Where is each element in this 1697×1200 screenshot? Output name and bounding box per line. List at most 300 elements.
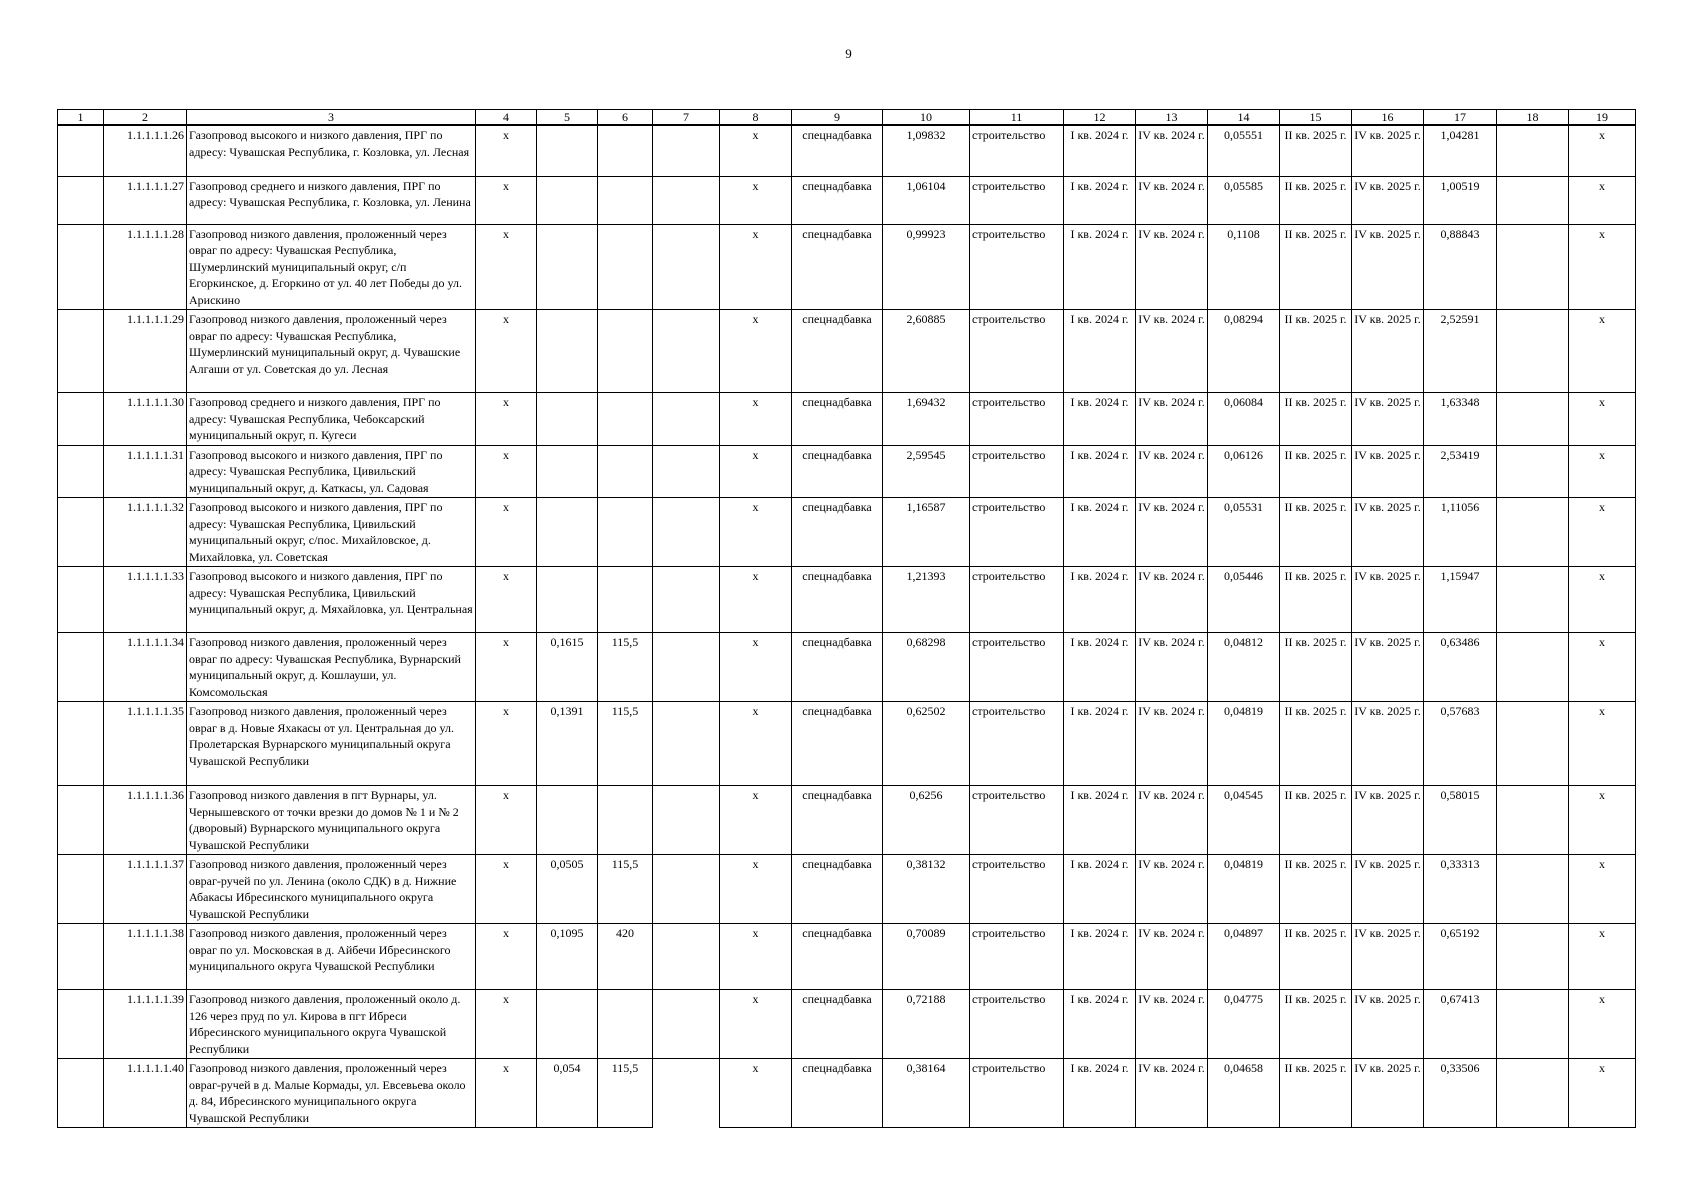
cell-col-6: 115,5	[598, 633, 653, 702]
cell-col-5	[537, 786, 598, 855]
cell-col-10: 0,62502	[883, 702, 970, 786]
cell-col-6	[598, 990, 653, 1059]
cell-col-6	[598, 176, 653, 224]
table-row	[58, 498, 1636, 567]
cell-col-3: Газопровод низкого давления, проложенный через овраг по ул. Московская в д. Айбечи Ибресинского муниципального округа Чувашской Республики	[187, 924, 476, 990]
table-row	[58, 702, 1636, 786]
cell-col-8: х	[720, 633, 792, 702]
cell-col-11: строительство	[970, 393, 1064, 446]
cell-col-11: строительство	[970, 125, 1064, 176]
cell-col-6: 420	[598, 924, 653, 990]
cell-col-13: IV кв. 2024 г.	[1136, 990, 1208, 1059]
cell-col-12: I кв. 2024 г.	[1064, 310, 1136, 393]
cell-col-5	[537, 224, 598, 310]
cell-col-1	[58, 924, 104, 990]
table-row	[58, 567, 1636, 633]
cell-col-16: IV кв. 2025 г.	[1352, 445, 1424, 498]
column-header-18: 18	[1497, 110, 1569, 126]
cell-col-18	[1497, 176, 1569, 224]
cell-col-1	[58, 567, 104, 633]
cell-col-13: IV кв. 2024 г.	[1136, 633, 1208, 702]
cell-col-4: х	[476, 567, 537, 633]
cell-col-7	[653, 786, 720, 855]
cell-col-11: строительство	[970, 445, 1064, 498]
cell-col-18	[1497, 855, 1569, 924]
cell-col-5: 0,1095	[537, 924, 598, 990]
cell-col-14: 0,05531	[1208, 498, 1280, 567]
cell-col-17: 1,11056	[1424, 498, 1497, 567]
cell-col-9: спецнадбавка	[792, 855, 883, 924]
cell-col-2: 1.1.1.1.1.37	[104, 855, 187, 924]
cell-col-10: 0,38132	[883, 855, 970, 924]
cell-col-4: х	[476, 1059, 537, 1128]
cell-col-18	[1497, 224, 1569, 310]
cell-col-2: 1.1.1.1.1.33	[104, 567, 187, 633]
table-row	[58, 786, 1636, 855]
cell-col-10: 0,38164	[883, 1059, 970, 1128]
cell-col-2: 1.1.1.1.1.40	[104, 1059, 187, 1128]
cell-col-2: 1.1.1.1.1.38	[104, 924, 187, 990]
cell-col-13: IV кв. 2024 г.	[1136, 310, 1208, 393]
cell-col-13: IV кв. 2024 г.	[1136, 498, 1208, 567]
cell-col-8: х	[720, 567, 792, 633]
cell-col-1	[58, 125, 104, 176]
cell-col-7	[653, 498, 720, 567]
cell-col-7	[653, 567, 720, 633]
cell-col-7	[653, 445, 720, 498]
cell-col-4: х	[476, 498, 537, 567]
cell-col-18	[1497, 567, 1569, 633]
cell-col-14: 0,04658	[1208, 1059, 1280, 1128]
cell-col-17: 0,33313	[1424, 855, 1497, 924]
cell-col-5	[537, 176, 598, 224]
cell-col-19: х	[1569, 445, 1636, 498]
cell-col-19: х	[1569, 310, 1636, 393]
cell-col-15: II кв. 2025 г.	[1280, 393, 1352, 446]
cell-col-14: 0,05446	[1208, 567, 1280, 633]
cell-col-10: 0,70089	[883, 924, 970, 990]
cell-col-9: спецнадбавка	[792, 633, 883, 702]
cell-col-10: 0,99923	[883, 224, 970, 310]
cell-col-3: Газопровод низкого давления, проложенный через овраг по адресу: Чувашская Республика, Шумерлинский муниципальный округ, д. Чувашские Алгаши от ул. Советская до ул. Лесная	[187, 310, 476, 393]
cell-col-10: 0,68298	[883, 633, 970, 702]
cell-col-1	[58, 633, 104, 702]
column-header-8: 8	[720, 110, 792, 126]
table-row	[58, 224, 1636, 310]
cell-col-15: II кв. 2025 г.	[1280, 310, 1352, 393]
cell-col-18	[1497, 1059, 1569, 1128]
cell-col-1	[58, 445, 104, 498]
cell-col-16: IV кв. 2025 г.	[1352, 567, 1424, 633]
cell-col-8: х	[720, 125, 792, 176]
cell-col-18	[1497, 990, 1569, 1059]
cell-col-11: строительство	[970, 310, 1064, 393]
cell-col-17: 0,67413	[1424, 990, 1497, 1059]
table-row	[58, 633, 1636, 702]
cell-col-9: спецнадбавка	[792, 786, 883, 855]
cell-col-17: 0,65192	[1424, 924, 1497, 990]
cell-col-6	[598, 224, 653, 310]
cell-col-3: Газопровод высокого и низкого давления, ПРГ по адресу: Чувашская Республика, Цивильский муниципальный округ, д. Мяхайловка, ул. Центральная	[187, 567, 476, 633]
cell-col-18	[1497, 702, 1569, 786]
table-row	[58, 924, 1636, 990]
page-number: 9	[845, 46, 852, 61]
cell-col-18	[1497, 786, 1569, 855]
cell-col-5	[537, 310, 598, 393]
cell-col-12: I кв. 2024 г.	[1064, 702, 1136, 786]
cell-col-12: I кв. 2024 г.	[1064, 393, 1136, 446]
cell-col-1	[58, 855, 104, 924]
cell-col-5	[537, 567, 598, 633]
cell-col-5	[537, 125, 598, 176]
cell-col-9: спецнадбавка	[792, 445, 883, 498]
table-row	[58, 176, 1636, 224]
cell-col-12: I кв. 2024 г.	[1064, 855, 1136, 924]
cell-col-14: 0,04819	[1208, 702, 1280, 786]
cell-col-4: х	[476, 702, 537, 786]
cell-col-14: 0,04819	[1208, 855, 1280, 924]
cell-col-2: 1.1.1.1.1.26	[104, 125, 187, 176]
column-header-9: 9	[792, 110, 883, 126]
cell-col-6: 115,5	[598, 855, 653, 924]
column-number-row	[58, 110, 1636, 126]
column-header-10: 10	[883, 110, 970, 126]
cell-col-14: 0,04775	[1208, 990, 1280, 1059]
cell-col-18	[1497, 924, 1569, 990]
cell-col-12: I кв. 2024 г.	[1064, 633, 1136, 702]
cell-col-16: IV кв. 2025 г.	[1352, 990, 1424, 1059]
cell-col-13: IV кв. 2024 г.	[1136, 924, 1208, 990]
cell-col-15: II кв. 2025 г.	[1280, 498, 1352, 567]
cell-col-9: спецнадбавка	[792, 567, 883, 633]
cell-col-16: IV кв. 2025 г.	[1352, 855, 1424, 924]
cell-col-11: строительство	[970, 786, 1064, 855]
cell-col-1	[58, 176, 104, 224]
cell-col-9: спецнадбавка	[792, 702, 883, 786]
cell-col-13: IV кв. 2024 г.	[1136, 567, 1208, 633]
cell-col-19: х	[1569, 924, 1636, 990]
cell-col-4: х	[476, 786, 537, 855]
cell-col-7	[653, 1059, 720, 1128]
cell-col-1	[58, 786, 104, 855]
cell-col-5	[537, 393, 598, 446]
cell-col-6	[598, 567, 653, 633]
cell-col-8: х	[720, 924, 792, 990]
cell-col-2: 1.1.1.1.1.32	[104, 498, 187, 567]
cell-col-19: х	[1569, 567, 1636, 633]
cell-col-17: 0,57683	[1424, 702, 1497, 786]
cell-col-10: 1,21393	[883, 567, 970, 633]
cell-col-1	[58, 990, 104, 1059]
cell-col-9: спецнадбавка	[792, 924, 883, 990]
cell-col-11: строительство	[970, 224, 1064, 310]
cell-col-14: 0,1108	[1208, 224, 1280, 310]
cell-col-19: х	[1569, 176, 1636, 224]
table-row	[58, 1059, 1636, 1128]
cell-col-16: IV кв. 2025 г.	[1352, 176, 1424, 224]
column-header-12: 12	[1064, 110, 1136, 126]
cell-col-8: х	[720, 786, 792, 855]
cell-col-2: 1.1.1.1.1.34	[104, 633, 187, 702]
table-body	[58, 125, 1636, 1128]
cell-col-15: II кв. 2025 г.	[1280, 855, 1352, 924]
cell-col-2: 1.1.1.1.1.27	[104, 176, 187, 224]
cell-col-15: II кв. 2025 г.	[1280, 924, 1352, 990]
cell-col-7	[653, 702, 720, 786]
cell-col-6	[598, 125, 653, 176]
cell-col-13: IV кв. 2024 г.	[1136, 393, 1208, 446]
cell-col-13: IV кв. 2024 г.	[1136, 125, 1208, 176]
cell-col-14: 0,06084	[1208, 393, 1280, 446]
cell-col-17: 1,04281	[1424, 125, 1497, 176]
cell-col-19: х	[1569, 498, 1636, 567]
cell-col-10: 0,6256	[883, 786, 970, 855]
cell-col-2: 1.1.1.1.1.39	[104, 990, 187, 1059]
cell-col-10: 1,06104	[883, 176, 970, 224]
cell-col-11: строительство	[970, 633, 1064, 702]
cell-col-16: IV кв. 2025 г.	[1352, 498, 1424, 567]
cell-col-8: х	[720, 702, 792, 786]
column-header-11: 11	[970, 110, 1064, 126]
cell-col-8: х	[720, 855, 792, 924]
cell-col-16: IV кв. 2025 г.	[1352, 310, 1424, 393]
cell-col-8: х	[720, 176, 792, 224]
column-header-19: 19	[1569, 110, 1636, 126]
cell-col-7	[653, 310, 720, 393]
cell-col-3: Газопровод низкого давления, проложенный через овраг по адресу: Чувашская Республика, Шумерлинский муниципальный округ, с/п Егоркинское, д. Егоркино от ул. 40 лет Победы до ул. Арискино	[187, 224, 476, 310]
cell-col-3: Газопровод низкого давления, проложенный через овраг-ручей в д. Малые Кормады, ул. Евсевьева около д. 84, Ибресинского муниципального округа Чувашской Республики	[187, 1059, 476, 1128]
cell-col-15: II кв. 2025 г.	[1280, 786, 1352, 855]
column-header-16: 16	[1352, 110, 1424, 126]
cell-col-16: IV кв. 2025 г.	[1352, 924, 1424, 990]
cell-col-3: Газопровод низкого давления в пгт Вурнары, ул. Чернышевского от точки врезки до домов № 1 и № 2 (дворовый) Вурнарского муниципального округа Чувашской Республики	[187, 786, 476, 855]
cell-col-19: х	[1569, 224, 1636, 310]
cell-col-4: х	[476, 445, 537, 498]
cell-col-10: 1,69432	[883, 393, 970, 446]
cell-col-1	[58, 224, 104, 310]
cell-col-1	[58, 393, 104, 446]
cell-col-3: Газопровод низкого давления, проложенный через овраг по адресу: Чувашская Республика, Вурнарский муниципальный округ, д. Кошлауши, ул. Комсомольская	[187, 633, 476, 702]
cell-col-12: I кв. 2024 г.	[1064, 924, 1136, 990]
cell-col-9: спецнадбавка	[792, 498, 883, 567]
column-header-2: 2	[104, 110, 187, 126]
cell-col-6	[598, 498, 653, 567]
cell-col-4: х	[476, 393, 537, 446]
column-header-15: 15	[1280, 110, 1352, 126]
cell-col-12: I кв. 2024 г.	[1064, 1059, 1136, 1128]
cell-col-11: строительство	[970, 990, 1064, 1059]
cell-col-12: I кв. 2024 г.	[1064, 990, 1136, 1059]
cell-col-18	[1497, 633, 1569, 702]
cell-col-5: 0,1391	[537, 702, 598, 786]
cell-col-14: 0,04545	[1208, 786, 1280, 855]
cell-col-3: Газопровод высокого и низкого давления, ПРГ по адресу: Чувашская Республика, Цивильский муниципальный округ, с/пос. Михайловское, д. Михайловка, ул. Советская	[187, 498, 476, 567]
cell-col-6: 115,5	[598, 1059, 653, 1128]
cell-col-3: Газопровод среднего и низкого давления, ПРГ по адресу: Чувашская Республика, Чебоксарский муниципальный округ, п. Кугеси	[187, 393, 476, 446]
cell-col-13: IV кв. 2024 г.	[1136, 445, 1208, 498]
cell-col-1	[58, 702, 104, 786]
cell-col-12: I кв. 2024 г.	[1064, 567, 1136, 633]
cell-col-2: 1.1.1.1.1.28	[104, 224, 187, 310]
cell-col-15: II кв. 2025 г.	[1280, 445, 1352, 498]
cell-col-18	[1497, 393, 1569, 446]
cell-col-12: I кв. 2024 г.	[1064, 125, 1136, 176]
cell-col-10: 0,72188	[883, 990, 970, 1059]
column-header-3: 3	[187, 110, 476, 126]
cell-col-15: II кв. 2025 г.	[1280, 702, 1352, 786]
cell-col-19: х	[1569, 633, 1636, 702]
column-header-7: 7	[653, 110, 720, 126]
cell-col-9: спецнадбавка	[792, 224, 883, 310]
cell-col-14: 0,08294	[1208, 310, 1280, 393]
cell-col-10: 1,16587	[883, 498, 970, 567]
cell-col-4: х	[476, 310, 537, 393]
cell-col-4: х	[476, 633, 537, 702]
cell-col-8: х	[720, 445, 792, 498]
investment-program-table	[57, 109, 1636, 1128]
cell-col-9: спецнадбавка	[792, 393, 883, 446]
cell-col-12: I кв. 2024 г.	[1064, 498, 1136, 567]
cell-col-16: IV кв. 2025 г.	[1352, 1059, 1424, 1128]
cell-col-4: х	[476, 176, 537, 224]
cell-col-7	[653, 125, 720, 176]
cell-col-15: II кв. 2025 г.	[1280, 633, 1352, 702]
cell-col-17: 0,58015	[1424, 786, 1497, 855]
cell-col-6	[598, 445, 653, 498]
cell-col-17: 0,33506	[1424, 1059, 1497, 1128]
cell-col-13: IV кв. 2024 г.	[1136, 1059, 1208, 1128]
cell-col-9: спецнадбавка	[792, 176, 883, 224]
cell-col-17: 1,00519	[1424, 176, 1497, 224]
cell-col-5	[537, 445, 598, 498]
cell-col-14: 0,06126	[1208, 445, 1280, 498]
cell-col-18	[1497, 498, 1569, 567]
cell-col-4: х	[476, 924, 537, 990]
table-row	[58, 393, 1636, 446]
cell-col-15: II кв. 2025 г.	[1280, 176, 1352, 224]
cell-col-17: 2,53419	[1424, 445, 1497, 498]
cell-col-3: Газопровод низкого давления, проложенный через овраг в д. Новые Яхакасы от ул. Центральная до ул. Пролетарская Вурнарского муниципальный округа Чувашской Республики	[187, 702, 476, 786]
cell-col-5	[537, 498, 598, 567]
cell-col-13: IV кв. 2024 г.	[1136, 702, 1208, 786]
table-row	[58, 125, 1636, 176]
cell-col-11: строительство	[970, 498, 1064, 567]
cell-col-12: I кв. 2024 г.	[1064, 224, 1136, 310]
cell-col-5	[537, 990, 598, 1059]
cell-col-11: строительство	[970, 924, 1064, 990]
cell-col-13: IV кв. 2024 г.	[1136, 786, 1208, 855]
cell-col-19: х	[1569, 990, 1636, 1059]
cell-col-9: спецнадбавка	[792, 125, 883, 176]
cell-col-11: строительство	[970, 567, 1064, 633]
cell-col-7	[653, 393, 720, 446]
cell-col-15: II кв. 2025 г.	[1280, 567, 1352, 633]
cell-col-6: 115,5	[598, 702, 653, 786]
cell-col-14: 0,04897	[1208, 924, 1280, 990]
cell-col-19: х	[1569, 786, 1636, 855]
cell-col-9: спецнадбавка	[792, 990, 883, 1059]
cell-col-5: 0,054	[537, 1059, 598, 1128]
cell-col-8: х	[720, 310, 792, 393]
cell-col-14: 0,05551	[1208, 125, 1280, 176]
cell-col-8: х	[720, 498, 792, 567]
cell-col-18	[1497, 445, 1569, 498]
cell-col-13: IV кв. 2024 г.	[1136, 855, 1208, 924]
cell-col-4: х	[476, 224, 537, 310]
cell-col-12: I кв. 2024 г.	[1064, 176, 1136, 224]
cell-col-17: 0,88843	[1424, 224, 1497, 310]
cell-col-17: 1,63348	[1424, 393, 1497, 446]
cell-col-12: I кв. 2024 г.	[1064, 445, 1136, 498]
cell-col-14: 0,04812	[1208, 633, 1280, 702]
cell-col-18	[1497, 125, 1569, 176]
cell-col-19: х	[1569, 702, 1636, 786]
cell-col-2: 1.1.1.1.1.31	[104, 445, 187, 498]
cell-col-7	[653, 224, 720, 310]
cell-col-11: строительство	[970, 702, 1064, 786]
cell-col-6	[598, 786, 653, 855]
cell-col-19: х	[1569, 125, 1636, 176]
cell-col-16: IV кв. 2025 г.	[1352, 393, 1424, 446]
cell-col-3: Газопровод высокого и низкого давления, ПРГ по адресу: Чувашская Республика, г. Козловка, ул. Лесная	[187, 125, 476, 176]
cell-col-4: х	[476, 125, 537, 176]
cell-col-1	[58, 1059, 104, 1128]
cell-col-8: х	[720, 990, 792, 1059]
cell-col-8: х	[720, 224, 792, 310]
column-header-1: 1	[58, 110, 104, 126]
cell-col-8: х	[720, 1059, 792, 1128]
cell-col-19: х	[1569, 393, 1636, 446]
cell-col-14: 0,05585	[1208, 176, 1280, 224]
cell-col-11: строительство	[970, 176, 1064, 224]
cell-col-7	[653, 176, 720, 224]
cell-col-3: Газопровод низкого давления, проложенный около д. 126 через пруд по ул. Кирова в пгт Ибреси Ибресинского муниципального округа Чувашской Республики	[187, 990, 476, 1059]
cell-col-19: х	[1569, 855, 1636, 924]
cell-col-11: строительство	[970, 855, 1064, 924]
cell-col-7	[653, 990, 720, 1059]
cell-col-3: Газопровод низкого давления, проложенный через овраг-ручей по ул. Ленина (около СДК) в д. Нижние Абакасы Ибресинского муниципального округа Чувашской Республики	[187, 855, 476, 924]
table-row	[58, 990, 1636, 1059]
column-header-4: 4	[476, 110, 537, 126]
cell-col-2: 1.1.1.1.1.29	[104, 310, 187, 393]
cell-col-7	[653, 633, 720, 702]
cell-col-17: 1,15947	[1424, 567, 1497, 633]
cell-col-16: IV кв. 2025 г.	[1352, 786, 1424, 855]
cell-col-18	[1497, 310, 1569, 393]
cell-col-16: IV кв. 2025 г.	[1352, 224, 1424, 310]
column-header-13: 13	[1136, 110, 1208, 126]
cell-col-9: спецнадбавка	[792, 310, 883, 393]
cell-col-15: II кв. 2025 г.	[1280, 224, 1352, 310]
cell-col-12: I кв. 2024 г.	[1064, 786, 1136, 855]
cell-col-8: х	[720, 393, 792, 446]
cell-col-2: 1.1.1.1.1.35	[104, 702, 187, 786]
cell-col-19: х	[1569, 1059, 1636, 1128]
column-header-17: 17	[1424, 110, 1497, 126]
cell-col-5: 0,1615	[537, 633, 598, 702]
cell-col-9: спецнадбавка	[792, 1059, 883, 1128]
cell-col-11: строительство	[970, 1059, 1064, 1128]
cell-col-3: Газопровод среднего и низкого давления, ПРГ по адресу: Чувашская Республика, г. Козловка, ул. Ленина	[187, 176, 476, 224]
table-row	[58, 445, 1636, 498]
cell-col-16: IV кв. 2025 г.	[1352, 702, 1424, 786]
column-header-14: 14	[1208, 110, 1280, 126]
cell-col-16: IV кв. 2025 г.	[1352, 125, 1424, 176]
cell-col-6	[598, 310, 653, 393]
cell-col-4: х	[476, 990, 537, 1059]
column-header-6: 6	[598, 110, 653, 126]
cell-col-1	[58, 498, 104, 567]
